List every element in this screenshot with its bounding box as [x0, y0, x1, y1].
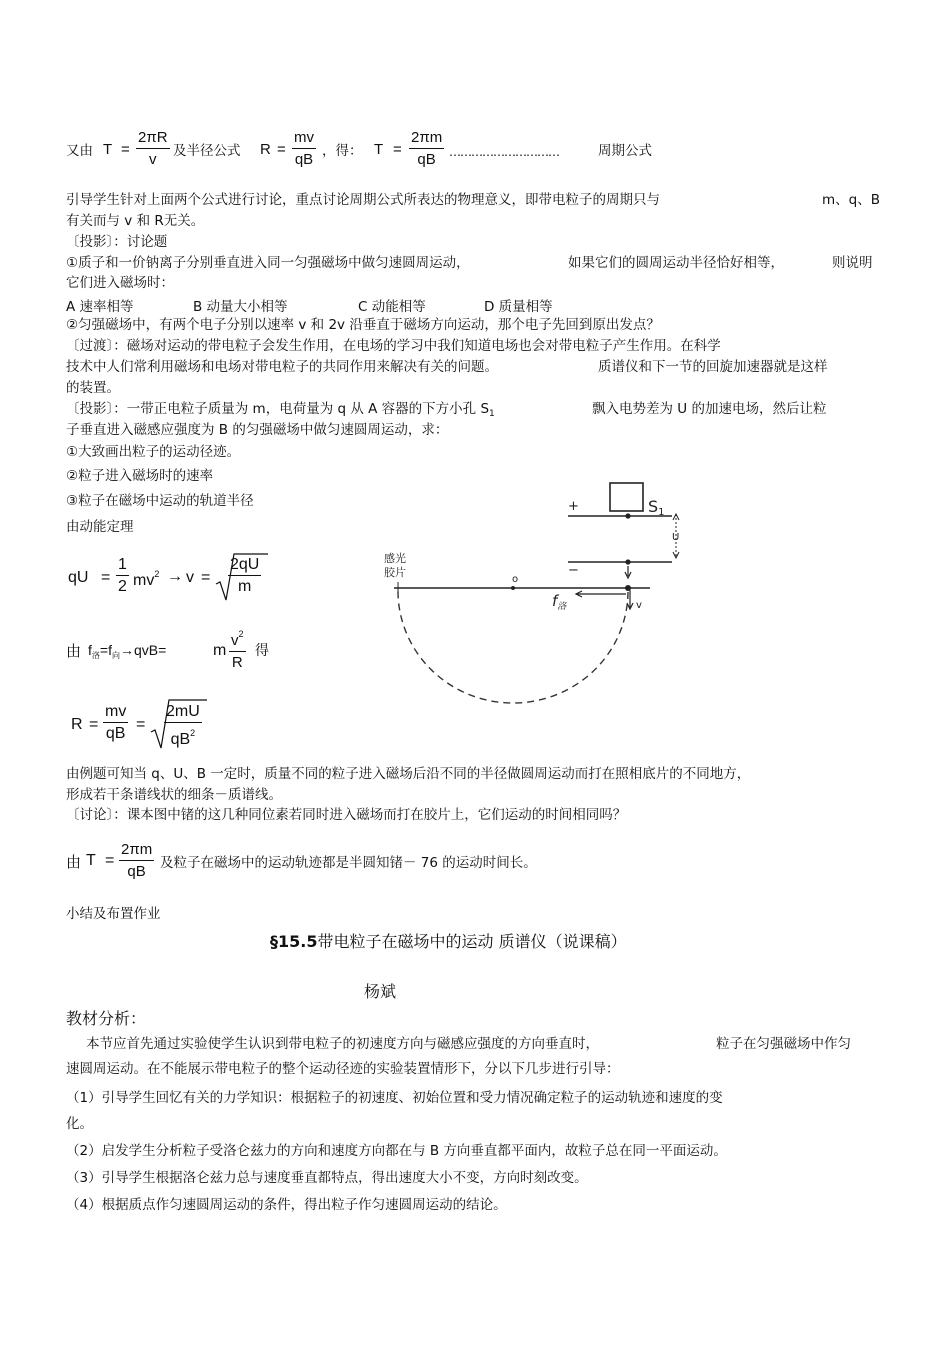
- q1-line2: 它们进入磁场时：: [66, 275, 174, 291]
- q1-line1: ①质子和一价钠离子分别垂直进入同一匀强磁场中做匀速圆周运动，: [66, 255, 470, 271]
- eq2-half-den: 2: [118, 578, 127, 595]
- film-label-line2: 胶片: [384, 566, 406, 579]
- p2-line1: 由例题可知当 q、U、B 一定时，质量不同的粒子进入磁场后沿不同的半径做圆周运动而打在照相底片的不同地方，: [66, 766, 751, 782]
- projection2-line1-text: 〔投影〕：一带正电粒子质量为 m，电荷量为 q 从 A 容器的下方小孔 S: [66, 401, 490, 417]
- lesson-title-text: 带电粒子在磁场中的运动 质谱仪（说课稿）: [317, 932, 627, 951]
- eq1-f1-den: v: [149, 151, 157, 168]
- particle-trajectory: [398, 590, 628, 703]
- mass-spectrometer-diagram: [380, 478, 690, 710]
- step1-line1: （1）引导学生回忆有关的力学知识：根据粒子的初速度、初始位置和受力情况确定粒子的运动轨迹和速度的变: [66, 1090, 723, 1106]
- eq1-fraction-radius: [292, 129, 316, 168]
- eq1-equals-2: =: [277, 141, 286, 158]
- center-point: [511, 586, 515, 590]
- q1-option-c: C 动能相等: [358, 299, 426, 315]
- lesson-title: [270, 929, 627, 952]
- eq4-f-num: mv: [103, 703, 128, 723]
- eq1-f2-num: mv: [292, 129, 316, 149]
- center-o-label: o: [512, 574, 519, 585]
- eq2-rad-num: 2qU: [228, 556, 261, 576]
- transition-line2: 技术中人们常利用磁场和电场对带电粒子的共同作用来解决有关的问题。: [66, 359, 498, 375]
- eq3-num: [229, 626, 246, 652]
- summary-line: 小结及布置作业: [66, 906, 161, 922]
- eq5-equals: =: [105, 852, 115, 869]
- p1-line1: 引导学生针对上面两个公式进行讨论，重点讨论周期公式所表达的物理意义，即带电粒子的周期只与: [66, 192, 660, 208]
- eq3-rest: →qvB=: [119, 642, 167, 658]
- eq4-rad-num: 2mU: [164, 703, 202, 723]
- transition-line3: 的装置。: [66, 380, 120, 396]
- eq3-f-text: f: [88, 642, 92, 658]
- s1-label: S1: [648, 497, 665, 518]
- eq2-square: 2: [154, 569, 160, 579]
- eq4-R: R: [71, 716, 83, 733]
- eq2-mv-text: mv: [133, 572, 155, 589]
- eq1-fraction-period-mass: [409, 129, 444, 168]
- eq1-equals: =: [121, 141, 130, 158]
- eq4-rad-den-text: qB: [170, 731, 191, 748]
- transition-line1: 〔过渡〕：磁场对运动的带电粒子会发生作用，在电场的学习中我们知道电场也会对带电粒子产生作用。在科学: [66, 338, 721, 354]
- eq4-rad-den: [164, 723, 202, 748]
- eq4-f-den: qB: [105, 725, 126, 742]
- eq1-T: T: [103, 141, 113, 158]
- step1-line2: 化。: [66, 1116, 93, 1132]
- eq1-f2-den: qB: [294, 151, 314, 168]
- eq3-f-xiang: 向: [111, 651, 120, 660]
- discussion-line: 〔讨论〕：课本图中锗的这几种同位素若同时进入磁场而打在胶片上，它们运动的时间相同吗？: [66, 807, 627, 823]
- plus-sign: +: [568, 499, 579, 514]
- eq1-fraction-period: [136, 129, 170, 168]
- eq3-equals-f: =f: [99, 642, 112, 658]
- eq5-num: 2πm: [119, 841, 154, 861]
- step4-line: （4）根据质点作匀速圆周运动的条件，得出粒子作匀速圆周运动的结论。: [66, 1197, 507, 1213]
- step2-line: （2）启发学生分析粒子受洛仑兹力的方向和速度方向都在与 B 方向垂直都平面内，故粒子总在同一平面运动。: [66, 1143, 727, 1159]
- eq2-mv: [133, 569, 159, 590]
- q1-line1-end: 则说明: [832, 255, 873, 271]
- hole-s1: [625, 513, 630, 518]
- body-para-line2: 速圆周运动。在不能展示带电粒子的整个运动径迹的实验装置情形下，分以下几步进行引导：: [66, 1061, 620, 1077]
- lesson-title-section: §15.5: [270, 932, 318, 951]
- projection2-line1-tail: 飘入电势差为 U 的加速电场，然后让粒: [592, 401, 827, 417]
- force-label: $f_洛$: [552, 592, 567, 612]
- eq1-equals-3: =: [393, 141, 402, 158]
- step3-line: （3）引导学生根据洛仑兹力总与速度垂直都特点，得出速度大小不变，方向时刻改变。: [66, 1170, 588, 1186]
- minus-sign: −: [568, 563, 579, 578]
- projection2-line2: 子垂直进入磁感应强度为 B 的匀强磁场中做匀速圆周运动，求：: [66, 422, 449, 438]
- eq1-de: ，得：: [322, 143, 363, 159]
- eq1-mid: 及半径公式: [173, 143, 241, 159]
- projection2-item3: ③粒子在磁场中运动的轨道半径: [66, 493, 254, 509]
- eq3-de: 得: [255, 643, 269, 659]
- eq5-den: qB: [127, 863, 146, 880]
- eq2-rad-den: m: [238, 578, 252, 595]
- eq3-f-luo: 洛: [91, 651, 100, 660]
- eq5-T: T: [86, 852, 96, 869]
- eq3-you: 由: [66, 642, 82, 660]
- q2-line: ②匀强磁场中，有两个电子分别以速率 v 和 2v 沿垂直于磁场方向运动，那个电子先回到原出发点？: [66, 317, 660, 333]
- eq1-f3-num: 2πm: [409, 129, 444, 149]
- projection-heading-1: 〔投影〕：讨论题: [66, 234, 168, 250]
- eq4-equals: =: [89, 716, 99, 733]
- eq2-half-num: 1: [116, 556, 129, 576]
- q1-option-d: D 质量相等: [484, 299, 553, 315]
- p1-line1-tail: m、q、B: [822, 192, 880, 208]
- eq5-fraction: [119, 841, 154, 880]
- eq5-tail: 及粒子在磁场中的运动轨迹都是半圆知锗－ 76 的运动时间长。: [160, 855, 537, 871]
- projection2-item4: 由动能定理: [66, 519, 134, 535]
- eq3-fraction: [229, 626, 246, 671]
- eq4-equals-2: =: [136, 716, 146, 733]
- eq1-dots: …………………………: [449, 145, 559, 159]
- eq3-m: m: [213, 642, 227, 659]
- eq3-f: [88, 642, 166, 661]
- transition-line2-tail: 质谱仪和下一节的回旋加速器就是这样: [598, 359, 828, 375]
- eq5-you: 由: [66, 853, 82, 871]
- eq2-equals: =: [101, 569, 111, 586]
- eq1-suffix: 周期公式: [598, 143, 652, 159]
- eq1-f3-den: qB: [417, 151, 436, 168]
- eq2-v: v: [186, 569, 194, 586]
- eq3-den: R: [231, 654, 243, 671]
- body-para-line1: 本节应首先通过实验使学生认识到带电粒子的初速度方向与磁感应强度的方向垂直时，: [86, 1036, 599, 1052]
- container-box: [610, 483, 643, 511]
- q1-option-a: A 速率相等: [66, 299, 134, 315]
- eq3-num-sup: 2: [238, 629, 244, 639]
- eq4-fraction: [103, 703, 128, 742]
- eq4-rad-den-sup: 2: [190, 728, 196, 738]
- projection2-line1: [66, 400, 495, 423]
- projection2-s1-sub: 1: [489, 409, 495, 419]
- author-name: 杨斌: [364, 982, 397, 1001]
- eq1-prefix: 又由: [66, 143, 93, 159]
- eq2-equals-2: =: [201, 569, 211, 586]
- section-heading: 教材分析：: [66, 1009, 147, 1028]
- eq2-lhs: qU: [68, 569, 89, 586]
- projection2-item1: ①大致画出粒子的运动径迹。: [66, 444, 241, 460]
- hole-lower: [625, 559, 630, 564]
- film-label-line1: 感光: [384, 552, 406, 565]
- eq1-R: R: [260, 141, 271, 158]
- eq1-T2: T: [374, 141, 384, 158]
- eq4-radicand: [164, 703, 202, 748]
- projection2-item2: ②粒子进入磁场时的速率: [66, 468, 214, 484]
- p2-line2: 形成若干条谱线状的细条－质谱线。: [66, 787, 282, 803]
- voltage-label: U: [672, 532, 680, 543]
- body-para-line1-tail: 粒子在匀强磁场中作匀: [716, 1036, 851, 1052]
- p1-line2: 有关而与 v 和 R无关。: [66, 213, 205, 229]
- eq3-num-v: v: [231, 632, 239, 649]
- eq2-arrow: →: [167, 568, 183, 585]
- eq2-radicand: [228, 556, 261, 595]
- q1-line1-mid: 如果它们的圆周运动半径恰好相等，: [568, 255, 784, 271]
- eq1-f1-num: 2πR: [136, 129, 170, 149]
- velocity-label: v: [636, 600, 642, 611]
- eq2-half: [116, 556, 129, 595]
- q1-option-b: B 动量大小相等: [193, 299, 288, 315]
